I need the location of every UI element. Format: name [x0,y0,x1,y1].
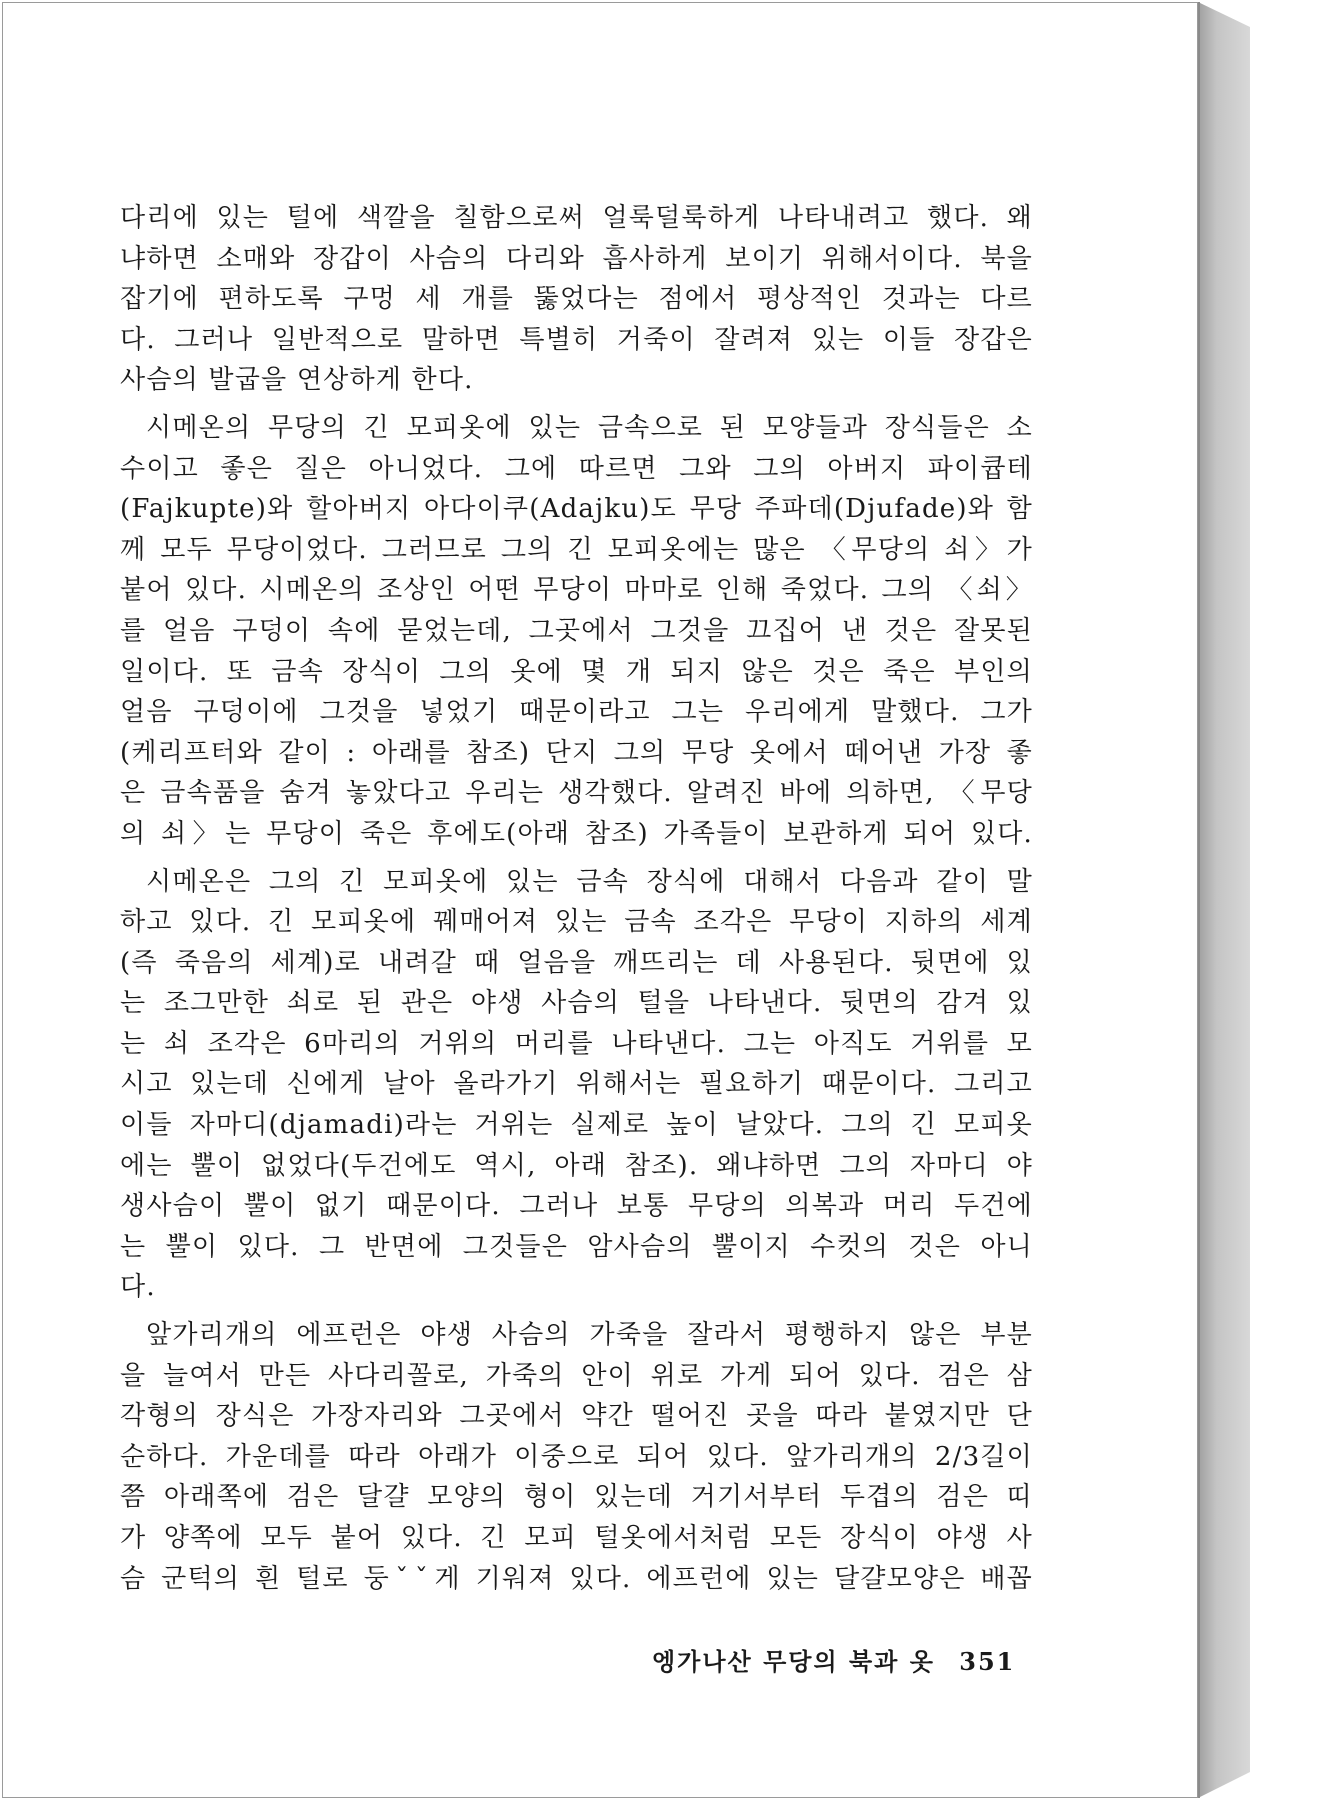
text-line: 시메온은 그의 긴 모피옷에 있는 금속 장식에 대해서 다음과 같이 말 [146,866,1033,897]
text-line: (Fajkupte)와 할아버지 아다이쿠(Adajku)도 무당 주파데(Djufade)와 함 [120,494,1033,525]
text-line: 시메온의 무당의 긴 모피옷에 있는 금속으로 된 모양들과 장식들은 소 [146,412,1033,443]
text-line: 는 조그만한 쇠로 된 관은 야생 사슴의 털을 나타낸다. 뒷면의 감겨 있 [120,988,1033,1019]
text-line: 다리에 있는 털에 색깔을 칠함으로써 얼룩덜룩하게 나타내려고 했다. 왜 [120,203,1033,233]
text-line: 냐하면 소매와 장갑이 사슴의 다리와 흡사하게 보이기 위해서이다. 북을 [120,243,1033,274]
text-line: 순하다. 가운데를 따라 아래가 이중으로 되어 있다. 앞가리개의 2/3길이 [120,1441,1033,1472]
page-number: 351 [959,1647,1016,1676]
text-line: 시고 있는데 신에게 날아 올라가기 위해서는 필요하기 때문이다. 그리고 [120,1069,1033,1100]
text-line: 얼음 구덩이에 그것을 넣었기 때문이라고 그는 우리에게 말했다. 그가 [120,697,1033,728]
text-line: 께 모두 무당이었다. 그러므로 그의 긴 모피옷에는 많은 〈무당의 쇠〉가 [120,534,1033,565]
page-stack-edge [1198,2,1250,1798]
footer-title: 엥가나산 무당의 북과 옷 [652,1647,935,1676]
paragraph-gap [120,1308,1033,1315]
text-line: 를 얼음 구덩이 속에 묻었는데, 그곳에서 그것을 끄집어 낸 것은 잘못된 [120,615,1033,646]
text-line: 수이고 좋은 질은 아니었다. 그에 따르면 그와 그의 아버지 파이큡테 [120,453,1033,484]
text-line: 잡기에 편하도록 구멍 세 개를 뚫었다는 점에서 평상적인 것과는 다르 [120,284,1033,315]
text-line: 일이다. 또 금속 장식이 그의 옷에 몇 개 되지 않은 것은 죽은 부인의 [120,656,1033,687]
text-line: 사슴의 발굽을 연상하게 한다. [120,365,474,396]
text-line: 이들 자마디(djamadi)라는 거위는 실제로 높이 날았다. 그의 긴 모피옷 [120,1110,1033,1141]
paragraph-gap [120,855,1033,862]
text-line: 의 쇠〉는 무당이 죽은 후에도(아래 참조) 가족들이 보관하게 되어 있다. [120,818,1033,849]
text-line: 각형의 장식은 가장자리와 그곳에서 약간 떨어진 곳을 따라 붙였지만 단 [120,1401,1033,1432]
text-line: 을 늘여서 만든 사다리꼴로, 가죽의 안이 위로 가게 되어 있다. 검은 삼 [120,1360,1033,1391]
text-line: 앞가리개의 에프런은 야생 사슴의 가죽을 잘라서 평행하지 않은 부분 [146,1320,1033,1351]
text-line: 붙어 있다. 시메온의 조상인 어떤 무당이 마마로 인해 죽었다. 그의 〈쇠〉 [120,575,1033,606]
text-line: 은 금속품을 숨겨 놓았다고 우리는 생각했다. 알려진 바에 의하면, 〈무당 [120,778,1033,809]
body-text [120,198,1033,1599]
text-line: 에는 뿔이 없었다(두건에도 역시, 아래 참조). 왜냐하면 그의 자마디 야 [120,1150,1033,1181]
text-line: (케리프터와 같이 : 아래를 참조) 단지 그의 무당 옷에서 떼어낸 가장 좋 [120,737,1033,768]
page-edge-line [1198,2,1200,1798]
text-line: 가 양쪽에 모두 붙어 있다. 긴 모피 털옷에서처럼 모든 장식이 야생 사 [120,1523,1033,1553]
text-line: 는 뿔이 있다. 그 반면에 그것들은 암사슴의 뿔이지 수컷의 것은 아니 [120,1231,1033,1262]
text-line: 생사슴이 뿔이 없기 때문이다. 그러나 보통 무당의 의복과 머리 두건에 [120,1191,1033,1222]
text-line: (즉 죽음의 세계)로 내려갈 때 얼음을 깨뜨리는 데 사용된다. 뒷면에 있 [120,947,1033,978]
running-footer [652,1642,1033,1677]
text-line: 다. [120,1272,156,1303]
paragraph-gap [120,401,1033,408]
text-line: 는 쇠 조각은 6마리의 거위의 머리를 나타낸다. 그는 아직도 거위를 모 [120,1028,1033,1059]
text-line: 쯤 아래쪽에 검은 달걀 모양의 형이 있는데 거기서부터 두겹의 검은 띠 [120,1482,1033,1513]
text-line: 슴 군턱의 흰 털로 둥ˇˇ게 기워져 있다. 에프런에 있는 달걀모양은 배꼽 [120,1563,1033,1594]
text-line: 다. 그러나 일반적으로 말하면 특별히 거죽이 잘려져 있는 이들 장갑은 [120,324,1033,355]
text-line: 하고 있다. 긴 모피옷에 꿰매어져 있는 금속 조각은 무당이 지하의 세계 [120,907,1033,938]
